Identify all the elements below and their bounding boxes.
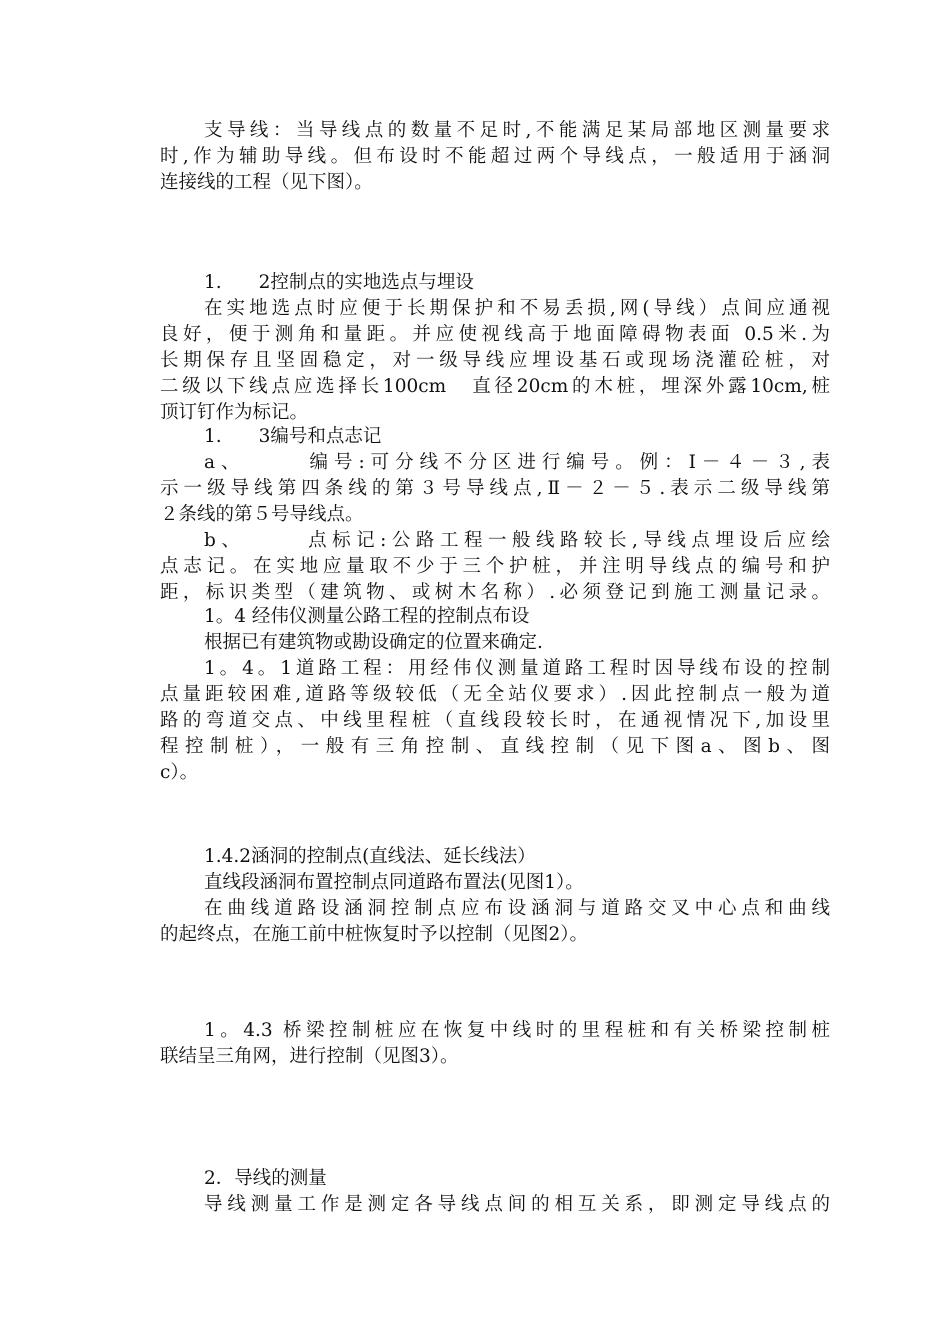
paragraph-line: 长期保存且坚固稳定，对一级导线应埋设基石或现场浇灌砼桩，对 [160,350,830,371]
paragraph-line: 1。4.3 桥梁控制桩应在恢复中线时的里程桩和有关桥梁控制桩 [204,1020,830,1041]
paragraph-line: 点量距较困难,道路等级较低（无全站仪要求）.因此控制点一般为道 [160,684,830,705]
paragraph-line: 1。4。1道路工程：用经伟仪测量道路工程时因导线布设的控制 [204,658,830,679]
paragraph-line: 示一级导线第四条线的第３号导线点,Ⅱ－２－５.表示二级导线第 [160,478,830,499]
paragraph-line: 支导线：当导线点的数量不足时,不能满足某局部地区测量要求 [204,120,830,141]
paragraph-line: c）。 [160,762,199,783]
paragraph-line: ２条线的第５号导线点。 [160,504,364,525]
paragraph-line: 点志记。在实地应量取不少于三个护桩，并注明导线点的编号和护 [160,556,830,577]
paragraph-line: 在实地选点时应便于长期保护和不易丢损,网(导线）点间应通视 [204,298,830,319]
paragraph-line: 联结呈三角网，进行控制（见图3）。 [160,1046,459,1067]
paragraph-line: 顶订钉作为标记。 [160,402,309,423]
paragraph-line: a、 编号:可分线不分区进行编号。例：Ⅰ－４－３,表 [204,452,830,473]
paragraph-line: 直线段涵洞布置控制点同道路布置法(见图1）。 [204,872,584,893]
paragraph-line: 距，标识类型（建筑物、或树木名称）.必须登记到施工测量记录。 [160,582,830,603]
paragraph-line: 在曲线道路设涵洞控制点应布设涵洞与道路交叉中心点和曲线 [204,898,830,919]
paragraph-line: 程控制桩），一般有三角控制、直线控制（见下图a、图b、图 [160,736,830,757]
paragraph-line: 二级以下线点应选择长100cm 直径20cm的木桩，埋深外露10cm,桩 [160,376,830,397]
paragraph-line: 导线测量工作是测定各导线点间的相互关系，即测定导线点的 [204,1194,830,1215]
paragraph-line: 时,作为辅助导线。但布设时不能超过两个导线点，一般适用于涵洞 [160,146,830,167]
paragraph-line: 良好，便于测角和量距。并应使视线高于地面障碍物表面 0.5米.为 [160,324,830,345]
paragraph-line: 根据已有建筑物或勘设确定的位置来确定. [204,632,543,653]
section-heading: 1。4 经伟仪测量公路工程的控制点布设 [204,606,530,627]
section-heading: 1. 2控制点的实地选点与埋设 [204,272,474,293]
paragraph-line: 连接线的工程（见下图）。 [160,172,373,193]
paragraph-line: 路的弯道交点、中线里程桩（直线段较长时，在通视情况下,加设里 [160,710,830,731]
section-heading: 1.4.2涵洞的控制点(直线法、延长线法） [204,846,536,867]
section-heading: 2．导线的测量 [204,1168,327,1189]
section-heading: 1. 3编号和点志记 [204,426,382,447]
paragraph-line: 的起终点，在施工前中桩恢复时予以控制（见图2）。 [160,924,589,945]
paragraph-line: b、 点标记:公路工程一般线路较长,导线点埋设后应绘 [204,530,830,551]
